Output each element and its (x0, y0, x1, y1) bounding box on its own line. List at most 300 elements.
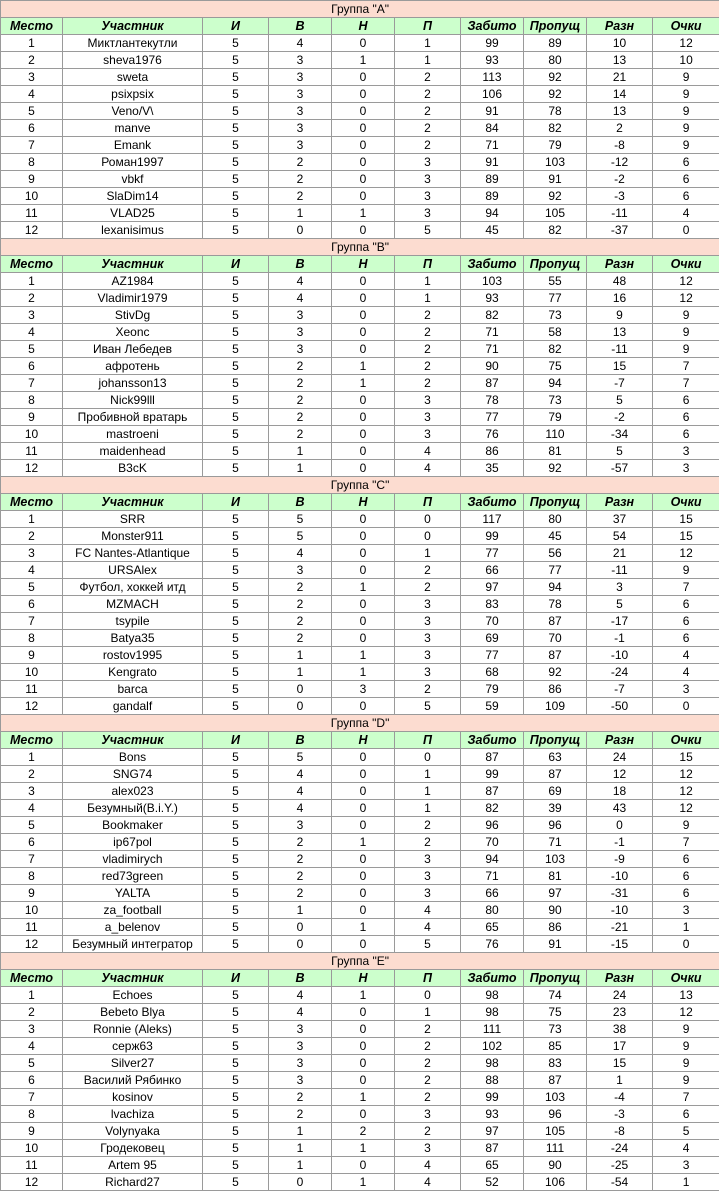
cell-place: 4 (1, 324, 63, 341)
group-title-row (1, 953, 719, 970)
cell-draws: 1 (332, 664, 395, 681)
group-title: Группа "A" (1, 1, 719, 18)
cell-goals-against: 92 (524, 664, 587, 681)
cell-draws: 1 (332, 834, 395, 851)
cell-wins: 1 (269, 664, 332, 681)
cell-goals-for: 79 (461, 681, 524, 698)
cell-wins: 3 (269, 1038, 332, 1055)
cell-goal-diff: 12 (587, 766, 653, 783)
cell-wins: 3 (269, 1072, 332, 1089)
cell-games: 5 (203, 1055, 269, 1072)
table-row (1, 647, 719, 664)
cell-draws: 0 (332, 528, 395, 545)
cell-place: 11 (1, 443, 63, 460)
column-header-goals-against: Пропущ (524, 732, 587, 749)
cell-place: 2 (1, 52, 63, 69)
column-header-games: И (203, 494, 269, 511)
cell-draws: 0 (332, 1157, 395, 1174)
column-header-goals-for: Забито (461, 18, 524, 35)
cell-participant: tsypile (63, 613, 203, 630)
cell-games: 5 (203, 290, 269, 307)
cell-draws: 0 (332, 426, 395, 443)
cell-wins: 4 (269, 1004, 332, 1021)
cell-wins: 4 (269, 800, 332, 817)
table-row (1, 154, 719, 171)
cell-place: 9 (1, 1123, 63, 1140)
column-header-goal-diff: Разн (587, 494, 653, 511)
cell-goals-against: 86 (524, 919, 587, 936)
cell-participant: johansson13 (63, 375, 203, 392)
cell-losses: 1 (395, 766, 461, 783)
table-row (1, 613, 719, 630)
cell-goals-for: 87 (461, 749, 524, 766)
cell-draws: 0 (332, 222, 395, 239)
cell-goals-for: 87 (461, 783, 524, 800)
cell-points: 9 (653, 341, 719, 358)
cell-goal-diff: 21 (587, 545, 653, 562)
cell-draws: 0 (332, 35, 395, 52)
cell-place: 3 (1, 783, 63, 800)
cell-games: 5 (203, 1157, 269, 1174)
cell-games: 5 (203, 409, 269, 426)
cell-points: 6 (653, 154, 719, 171)
cell-participant: manve (63, 120, 203, 137)
table-row (1, 1055, 719, 1072)
cell-participant: kosinov (63, 1089, 203, 1106)
column-header-goals-against: Пропущ (524, 494, 587, 511)
cell-place: 9 (1, 885, 63, 902)
cell-losses: 1 (395, 35, 461, 52)
cell-goals-for: 98 (461, 1055, 524, 1072)
cell-points: 9 (653, 1021, 719, 1038)
cell-points: 6 (653, 868, 719, 885)
cell-goals-for: 76 (461, 936, 524, 953)
cell-participant: ip67pol (63, 834, 203, 851)
cell-participant: B3cK (63, 460, 203, 477)
cell-points: 3 (653, 460, 719, 477)
cell-place: 11 (1, 205, 63, 222)
table-row (1, 273, 719, 290)
cell-points: 15 (653, 511, 719, 528)
cell-participant: lexanisimus (63, 222, 203, 239)
cell-draws: 0 (332, 766, 395, 783)
column-header-row (1, 18, 719, 35)
cell-losses: 2 (395, 1038, 461, 1055)
cell-goals-for: 66 (461, 885, 524, 902)
cell-losses: 3 (395, 613, 461, 630)
cell-goals-against: 71 (524, 834, 587, 851)
cell-place: 1 (1, 511, 63, 528)
cell-points: 12 (653, 35, 719, 52)
cell-wins: 3 (269, 103, 332, 120)
cell-participant: VLAD25 (63, 205, 203, 222)
cell-place: 6 (1, 834, 63, 851)
cell-goal-diff: -24 (587, 1140, 653, 1157)
cell-goals-for: 84 (461, 120, 524, 137)
table-row (1, 86, 719, 103)
cell-place: 10 (1, 426, 63, 443)
cell-wins: 2 (269, 868, 332, 885)
cell-goal-diff: 9 (587, 307, 653, 324)
cell-place: 2 (1, 766, 63, 783)
cell-losses: 5 (395, 222, 461, 239)
cell-wins: 1 (269, 902, 332, 919)
cell-games: 5 (203, 171, 269, 188)
cell-draws: 1 (332, 205, 395, 222)
column-header-losses: П (395, 256, 461, 273)
cell-goal-diff: -2 (587, 171, 653, 188)
cell-goals-against: 103 (524, 1089, 587, 1106)
cell-place: 12 (1, 222, 63, 239)
column-header-participant: Участник (63, 732, 203, 749)
cell-points: 6 (653, 392, 719, 409)
cell-participant: sweta (63, 69, 203, 86)
cell-wins: 1 (269, 205, 332, 222)
cell-losses: 2 (395, 1055, 461, 1072)
column-header-games: И (203, 732, 269, 749)
cell-place: 10 (1, 188, 63, 205)
cell-place: 7 (1, 613, 63, 630)
cell-goal-diff: -54 (587, 1174, 653, 1191)
table-row (1, 103, 719, 120)
cell-goals-against: 87 (524, 1072, 587, 1089)
cell-losses: 3 (395, 596, 461, 613)
cell-place: 1 (1, 35, 63, 52)
cell-goal-diff: 54 (587, 528, 653, 545)
cell-participant: MZMACH (63, 596, 203, 613)
table-row (1, 290, 719, 307)
cell-points: 9 (653, 817, 719, 834)
cell-participant: Bons (63, 749, 203, 766)
cell-goals-for: 98 (461, 987, 524, 1004)
cell-participant: psixpsix (63, 86, 203, 103)
cell-goal-diff: -7 (587, 681, 653, 698)
cell-place: 2 (1, 290, 63, 307)
cell-goal-diff: 2 (587, 120, 653, 137)
table-row (1, 222, 719, 239)
cell-goals-for: 88 (461, 1072, 524, 1089)
cell-draws: 0 (332, 1038, 395, 1055)
cell-points: 12 (653, 800, 719, 817)
cell-points: 0 (653, 222, 719, 239)
cell-losses: 2 (395, 681, 461, 698)
cell-points: 6 (653, 409, 719, 426)
cell-games: 5 (203, 307, 269, 324)
cell-goals-against: 90 (524, 902, 587, 919)
cell-participant: sheva1976 (63, 52, 203, 69)
cell-participant: AZ1984 (63, 273, 203, 290)
cell-goals-for: 93 (461, 1106, 524, 1123)
cell-participant: YALTA (63, 885, 203, 902)
cell-wins: 2 (269, 596, 332, 613)
cell-goals-for: 65 (461, 1157, 524, 1174)
table-row (1, 1174, 719, 1191)
cell-participant: Richard27 (63, 1174, 203, 1191)
cell-points: 9 (653, 307, 719, 324)
table-row (1, 698, 719, 715)
cell-games: 5 (203, 1072, 269, 1089)
column-header-games: И (203, 256, 269, 273)
cell-participant: Xeonc (63, 324, 203, 341)
cell-losses: 2 (395, 817, 461, 834)
table-row (1, 1157, 719, 1174)
cell-goal-diff: -25 (587, 1157, 653, 1174)
cell-participant: Миктлантекутли (63, 35, 203, 52)
cell-draws: 0 (332, 698, 395, 715)
cell-goals-against: 94 (524, 579, 587, 596)
cell-goals-for: 94 (461, 851, 524, 868)
cell-losses: 3 (395, 1140, 461, 1157)
cell-losses: 2 (395, 1072, 461, 1089)
table-row (1, 443, 719, 460)
cell-participant: SlaDim14 (63, 188, 203, 205)
cell-place: 1 (1, 987, 63, 1004)
column-header-draws: Н (332, 970, 395, 987)
group-title-row (1, 477, 719, 494)
cell-goals-for: 97 (461, 579, 524, 596)
cell-goals-against: 87 (524, 766, 587, 783)
cell-goals-against: 82 (524, 120, 587, 137)
cell-goal-diff: 48 (587, 273, 653, 290)
table-row (1, 35, 719, 52)
cell-draws: 0 (332, 885, 395, 902)
cell-goal-diff: 18 (587, 783, 653, 800)
cell-wins: 2 (269, 613, 332, 630)
table-row (1, 69, 719, 86)
cell-games: 5 (203, 443, 269, 460)
table-row (1, 1106, 719, 1123)
column-header-goals-for: Забито (461, 494, 524, 511)
table-row (1, 868, 719, 885)
cell-goals-against: 96 (524, 817, 587, 834)
column-header-place: Место (1, 970, 63, 987)
cell-wins: 4 (269, 35, 332, 52)
cell-participant: alex023 (63, 783, 203, 800)
cell-draws: 1 (332, 1140, 395, 1157)
column-header-wins: В (269, 732, 332, 749)
cell-goal-diff: 5 (587, 392, 653, 409)
cell-draws: 1 (332, 1089, 395, 1106)
cell-points: 3 (653, 902, 719, 919)
cell-goals-for: 86 (461, 443, 524, 460)
cell-draws: 0 (332, 188, 395, 205)
cell-place: 4 (1, 86, 63, 103)
cell-goals-for: 91 (461, 103, 524, 120)
cell-goal-diff: 13 (587, 103, 653, 120)
cell-place: 3 (1, 69, 63, 86)
column-header-place: Место (1, 18, 63, 35)
group-title: Группа "C" (1, 477, 719, 494)
cell-games: 5 (203, 579, 269, 596)
cell-goal-diff: 37 (587, 511, 653, 528)
cell-games: 5 (203, 511, 269, 528)
column-header-participant: Участник (63, 18, 203, 35)
cell-place: 3 (1, 1021, 63, 1038)
cell-draws: 0 (332, 783, 395, 800)
cell-losses: 2 (395, 1021, 461, 1038)
cell-goals-against: 73 (524, 1021, 587, 1038)
cell-place: 11 (1, 919, 63, 936)
cell-place: 1 (1, 749, 63, 766)
cell-wins: 2 (269, 426, 332, 443)
cell-games: 5 (203, 358, 269, 375)
cell-goals-against: 45 (524, 528, 587, 545)
cell-games: 5 (203, 103, 269, 120)
cell-games: 5 (203, 222, 269, 239)
cell-wins: 4 (269, 545, 332, 562)
cell-participant: серж63 (63, 1038, 203, 1055)
cell-losses: 3 (395, 392, 461, 409)
group-title-row (1, 239, 719, 256)
cell-goals-for: 70 (461, 834, 524, 851)
table-row (1, 409, 719, 426)
cell-draws: 0 (332, 69, 395, 86)
cell-wins: 5 (269, 528, 332, 545)
table-row (1, 460, 719, 477)
cell-draws: 1 (332, 1174, 395, 1191)
cell-wins: 2 (269, 375, 332, 392)
cell-wins: 2 (269, 409, 332, 426)
cell-games: 5 (203, 137, 269, 154)
table-row (1, 1038, 719, 1055)
cell-place: 6 (1, 1072, 63, 1089)
cell-losses: 2 (395, 307, 461, 324)
column-header-losses: П (395, 494, 461, 511)
cell-games: 5 (203, 800, 269, 817)
table-row (1, 1123, 719, 1140)
cell-goals-against: 87 (524, 613, 587, 630)
cell-draws: 0 (332, 613, 395, 630)
cell-draws: 0 (332, 749, 395, 766)
cell-games: 5 (203, 919, 269, 936)
cell-goal-diff: -57 (587, 460, 653, 477)
cell-losses: 1 (395, 1004, 461, 1021)
cell-place: 2 (1, 528, 63, 545)
cell-goals-against: 106 (524, 1174, 587, 1191)
cell-wins: 3 (269, 1021, 332, 1038)
cell-goals-against: 91 (524, 171, 587, 188)
cell-draws: 1 (332, 358, 395, 375)
cell-place: 6 (1, 358, 63, 375)
cell-losses: 1 (395, 545, 461, 562)
cell-draws: 1 (332, 579, 395, 596)
cell-draws: 0 (332, 596, 395, 613)
cell-goals-for: 45 (461, 222, 524, 239)
column-header-place: Место (1, 494, 63, 511)
cell-place: 8 (1, 154, 63, 171)
cell-losses: 3 (395, 630, 461, 647)
cell-goals-for: 93 (461, 290, 524, 307)
table-row (1, 885, 719, 902)
cell-losses: 2 (395, 341, 461, 358)
cell-place: 6 (1, 120, 63, 137)
column-header-points: Очки (653, 18, 719, 35)
cell-goals-for: 78 (461, 392, 524, 409)
table-row (1, 783, 719, 800)
cell-draws: 0 (332, 324, 395, 341)
cell-games: 5 (203, 188, 269, 205)
cell-goals-against: 82 (524, 222, 587, 239)
column-header-goals-for: Забито (461, 256, 524, 273)
table-row (1, 562, 719, 579)
table-row (1, 596, 719, 613)
cell-participant: Гродековец (63, 1140, 203, 1157)
cell-goal-diff: 23 (587, 1004, 653, 1021)
cell-losses: 2 (395, 137, 461, 154)
cell-games: 5 (203, 613, 269, 630)
cell-goals-against: 78 (524, 596, 587, 613)
cell-points: 6 (653, 1106, 719, 1123)
cell-losses: 3 (395, 171, 461, 188)
cell-points: 15 (653, 528, 719, 545)
cell-goal-diff: -10 (587, 902, 653, 919)
cell-goals-for: 65 (461, 919, 524, 936)
cell-points: 4 (653, 647, 719, 664)
cell-goals-against: 77 (524, 290, 587, 307)
column-header-participant: Участник (63, 970, 203, 987)
cell-participant: Vladimir1979 (63, 290, 203, 307)
cell-points: 9 (653, 69, 719, 86)
cell-losses: 3 (395, 647, 461, 664)
cell-goals-against: 81 (524, 868, 587, 885)
cell-goals-for: 87 (461, 375, 524, 392)
cell-goals-for: 71 (461, 868, 524, 885)
table-row (1, 375, 719, 392)
cell-participant: red73green (63, 868, 203, 885)
cell-wins: 1 (269, 1157, 332, 1174)
cell-points: 12 (653, 1004, 719, 1021)
column-header-points: Очки (653, 256, 719, 273)
table-row (1, 664, 719, 681)
table-row (1, 120, 719, 137)
cell-goal-diff: -3 (587, 1106, 653, 1123)
table-row (1, 324, 719, 341)
cell-participant: Veno/V\ (63, 103, 203, 120)
cell-goal-diff: 3 (587, 579, 653, 596)
cell-points: 0 (653, 698, 719, 715)
cell-wins: 3 (269, 86, 332, 103)
cell-points: 7 (653, 1089, 719, 1106)
cell-draws: 0 (332, 1021, 395, 1038)
cell-goal-diff: 13 (587, 52, 653, 69)
cell-points: 7 (653, 375, 719, 392)
cell-participant: Bebeto Blya (63, 1004, 203, 1021)
cell-games: 5 (203, 35, 269, 52)
cell-wins: 3 (269, 341, 332, 358)
cell-points: 6 (653, 885, 719, 902)
cell-goals-against: 96 (524, 1106, 587, 1123)
cell-losses: 2 (395, 324, 461, 341)
cell-goals-for: 80 (461, 902, 524, 919)
cell-goals-against: 92 (524, 69, 587, 86)
cell-wins: 0 (269, 919, 332, 936)
table-row (1, 579, 719, 596)
cell-wins: 4 (269, 987, 332, 1004)
cell-goals-for: 76 (461, 426, 524, 443)
cell-losses: 0 (395, 511, 461, 528)
column-header-row (1, 256, 719, 273)
cell-points: 6 (653, 613, 719, 630)
cell-draws: 0 (332, 851, 395, 868)
cell-goals-against: 56 (524, 545, 587, 562)
column-header-points: Очки (653, 494, 719, 511)
cell-participant: vladimirych (63, 851, 203, 868)
cell-wins: 2 (269, 851, 332, 868)
column-header-draws: Н (332, 256, 395, 273)
cell-points: 4 (653, 205, 719, 222)
cell-goal-diff: 15 (587, 1055, 653, 1072)
cell-place: 4 (1, 562, 63, 579)
